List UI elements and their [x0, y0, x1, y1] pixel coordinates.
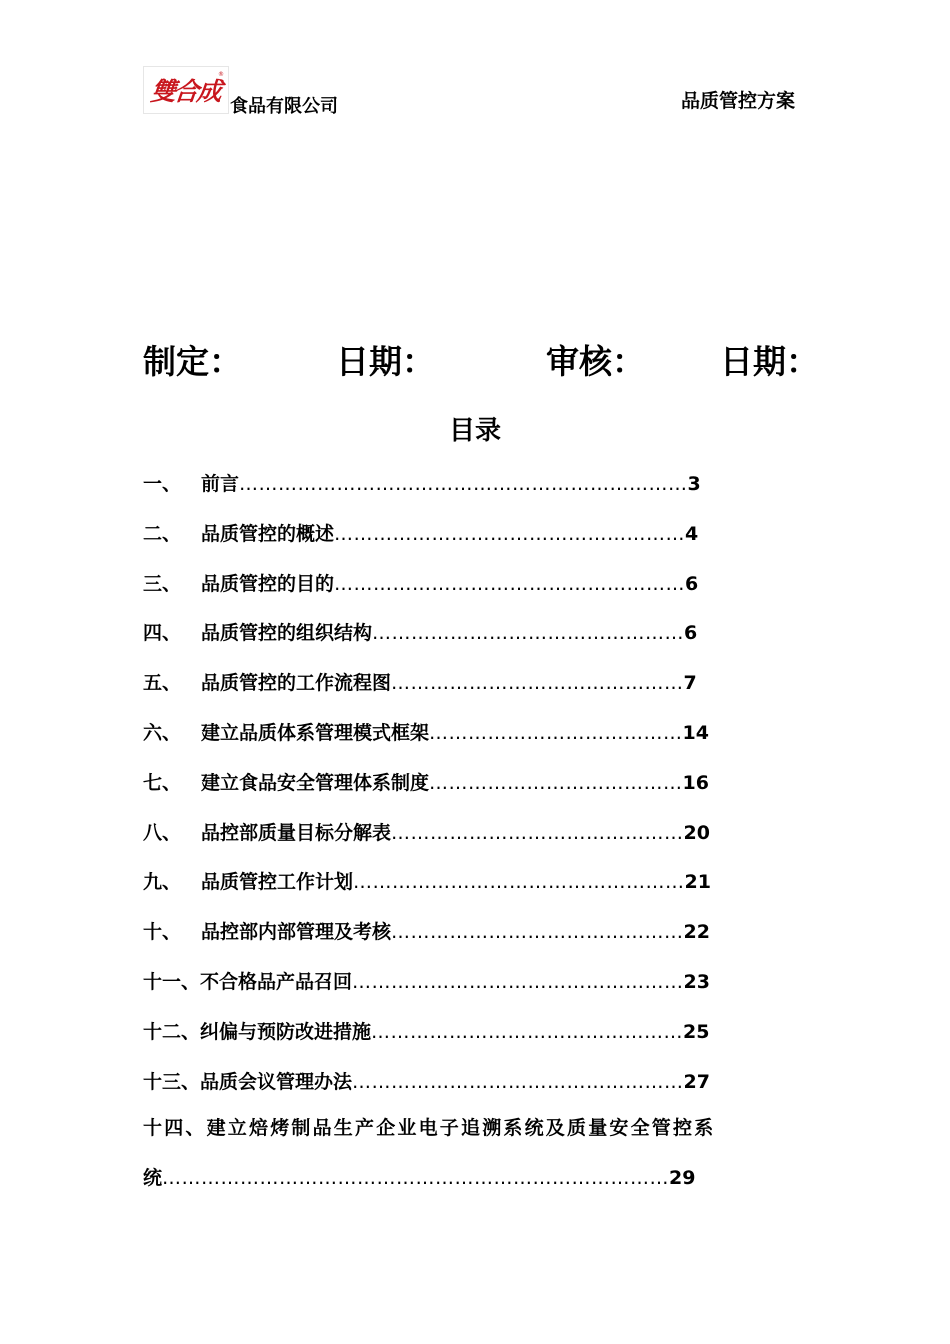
toc-entry[interactable]: [143, 566, 813, 616]
toc-section-number: 九、: [143, 871, 182, 894]
toc-section-number: 十三、: [143, 1070, 201, 1093]
toc-leader-dots: …………………………………………: [372, 622, 685, 645]
toc-section-number: 五、: [143, 672, 182, 695]
toc-entry-line: [143, 867, 711, 894]
toc-entry[interactable]: [143, 715, 813, 765]
toc-entry[interactable]: [143, 864, 813, 914]
toc-section-title: 品质管控的组织结构: [201, 622, 373, 645]
toc-section-title: 品质管控的概述: [201, 522, 335, 545]
toc-section-number: 八、: [143, 821, 182, 844]
toc-entry[interactable]: [143, 1014, 813, 1064]
toc-section-title: 建立食品安全管理体系制度: [201, 771, 430, 794]
toc-entry-14-title-end: 统: [143, 1167, 163, 1190]
toc-section-title: 前言: [201, 473, 240, 495]
toc-leader-dots: ……………………………………………………………………: [162, 1167, 670, 1190]
toc-section-number: 二、: [143, 522, 182, 545]
toc-leader-dots: …………………………………………: [371, 1020, 684, 1043]
toc-entry-line: [143, 917, 710, 944]
toc-leader-dots: ………………………………………………: [334, 522, 686, 545]
toc-entry[interactable]: [143, 765, 813, 815]
toc-section-title: 品控部内部管理及考核: [201, 921, 392, 944]
table-of-contents: [143, 466, 813, 1190]
toc-leader-dots: ………………………………………: [391, 821, 684, 844]
toc-entry[interactable]: [143, 615, 813, 665]
made-date-label: 日期：: [336, 342, 435, 381]
toc-section-title: 品质管控工作计划: [201, 871, 354, 894]
toc-page-number: 3: [687, 473, 701, 495]
toc-section-number: 六、: [143, 721, 182, 744]
toc-leader-dots: …………………………………: [429, 721, 683, 744]
toc-page-number: 22: [683, 921, 710, 944]
toc-entry-line: [143, 519, 698, 546]
toc-page-number: 6: [684, 622, 698, 645]
toc-entry-line: [143, 818, 710, 845]
toc-section-title: 不合格品产品召回: [200, 970, 353, 993]
company-logo: [143, 66, 229, 114]
toc-page-number: 16: [682, 771, 709, 794]
toc-entry[interactable]: [143, 815, 813, 865]
registered-mark: ®: [218, 71, 224, 78]
toc-entry-14[interactable]: [143, 1113, 813, 1190]
toc-section-number: 三、: [143, 572, 182, 595]
toc-page-number: 7: [683, 672, 697, 695]
toc-entry[interactable]: [143, 466, 813, 516]
toc-entry-line: [143, 569, 698, 596]
toc-entry[interactable]: [143, 1064, 813, 1114]
made-by-label: 制定：: [143, 342, 242, 381]
logo-text: 雙合成: [149, 77, 222, 106]
toc-entry-line: [143, 1067, 710, 1094]
toc-entry-line: [143, 668, 697, 695]
toc-leader-dots: …………………………………: [429, 771, 683, 794]
toc-entry[interactable]: [143, 665, 813, 715]
toc-entry-line: [143, 1017, 709, 1044]
toc-section-title: 纠偏与预防改进措施: [200, 1020, 372, 1043]
toc-section-number: 一、: [143, 473, 182, 495]
toc-page-number: 29: [669, 1167, 696, 1190]
toc-section-number: 七、: [143, 771, 182, 794]
toc-section-number: 四、: [143, 622, 182, 645]
toc-page-number: 20: [683, 821, 710, 844]
toc-leader-dots: ………………………………………: [391, 921, 684, 944]
toc-section-title: 品控部质量目标分解表: [201, 821, 392, 844]
toc-page-number: 21: [684, 871, 711, 894]
toc-section-number: 十一、: [143, 970, 201, 993]
toc-entry-14-line2: [143, 1163, 813, 1190]
signature-row: [143, 336, 833, 386]
toc-entry-14-line1: 十四、建立焙烤制品生产企业电子追溯系统及质量安全管控系: [143, 1117, 716, 1140]
reviewed-date-label: 日期：: [720, 342, 819, 381]
toc-title: 目录: [448, 416, 501, 446]
toc-entry[interactable]: [143, 964, 813, 1014]
toc-section-title: 品质管控的目的: [201, 572, 335, 595]
toc-page-number: 6: [685, 572, 699, 595]
toc-list: [143, 466, 813, 1113]
document-title: 品质管控方案: [680, 90, 795, 112]
toc-entry-line: [143, 768, 709, 795]
toc-section-title: 品质管控的工作流程图: [201, 672, 392, 695]
toc-entry-line: [143, 469, 701, 496]
toc-leader-dots: ……………………………………………: [352, 1070, 684, 1093]
toc-leader-dots: ……………………………………………: [352, 970, 684, 993]
company-name: 食品有限公司: [230, 96, 338, 117]
toc-leader-dots: ………………………………………: [391, 672, 684, 695]
toc-section-title: 品质会议管理办法: [200, 1070, 353, 1093]
toc-entry-line: [143, 618, 697, 645]
toc-page-number: 25: [683, 1020, 710, 1043]
toc-section-number: 十、: [143, 921, 182, 944]
toc-entry[interactable]: [143, 516, 813, 566]
toc-section-title: 建立品质体系管理模式框架: [201, 721, 430, 744]
toc-entry[interactable]: [143, 914, 813, 964]
page-header: [143, 66, 803, 118]
reviewed-by-label: 审核：: [546, 342, 645, 381]
toc-page-number: 14: [682, 721, 709, 744]
toc-section-number: 十二、: [143, 1020, 201, 1043]
toc-page-number: 27: [683, 1070, 710, 1093]
toc-entry-line: [143, 718, 709, 745]
toc-entry-line: [143, 967, 710, 994]
toc-leader-dots: ……………………………………………: [353, 871, 685, 894]
toc-leader-dots: ………………………………………………: [334, 572, 686, 595]
toc-page-number: 4: [685, 522, 699, 545]
toc-leader-dots: ……………………………………………………………: [239, 473, 688, 495]
toc-page-number: 23: [683, 970, 710, 993]
